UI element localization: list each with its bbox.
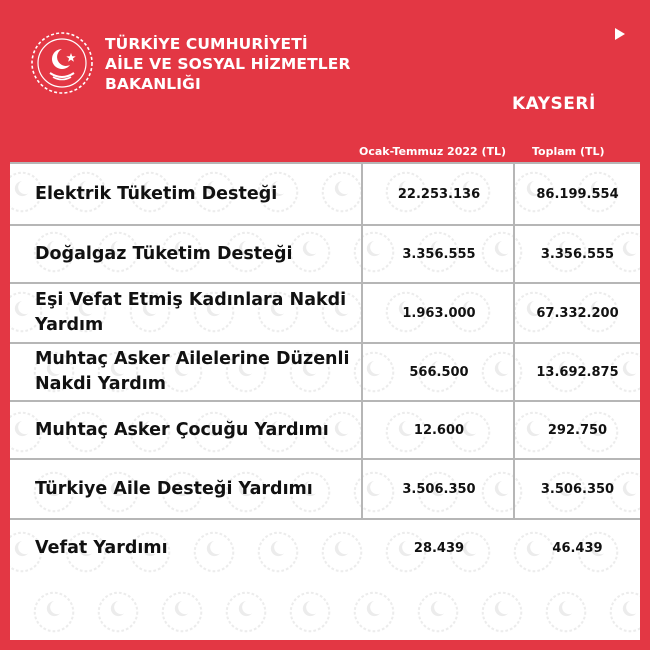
row-period-value: 566.500 [409,364,469,380]
column-header-period: Ocak-Temmuz 2022 (TL) [359,145,507,158]
watermark-emblem-icon [480,590,524,634]
watermark-emblem-icon [288,590,332,634]
row-total-value: 86.199.554 [536,186,619,202]
row-total-value: 67.332.200 [536,305,619,321]
table-row [10,226,640,282]
table-row [10,164,640,224]
row-period-value: 22.253.136 [397,186,481,202]
watermark-emblem-icon [96,590,140,634]
ministry-line-2: AİLE VE SOSYAL HİZMETLER [105,55,351,73]
row-label: Eşi Vefat Etmiş Kadınlara Nakdi Yardım [35,290,347,335]
watermark-emblem-icon [608,590,640,634]
ministry-line-3: BAKANLIĞI [105,75,201,93]
row-total-value: 3.356.555 [540,246,615,262]
ministry-emblem-icon [30,31,94,95]
column-header-total: Toplam (TL) [532,145,605,158]
row-label: Muhtaç Asker Çocuğu Yardımı [35,419,329,440]
table-row [10,344,640,400]
ministry-line-1: TÜRKİYE CUMHURİYETİ [105,35,308,53]
watermark-emblem-icon [416,590,460,634]
table-row [10,402,640,458]
row-period-value: 28.439 [413,540,465,556]
row-period-value: 1.963.000 [402,305,476,321]
ministry-name [105,34,350,94]
city-title: KAYSERİ [512,94,596,114]
table-row [10,284,640,342]
row-label: Elektrik Tüketim Desteği [35,183,278,204]
watermark-emblem-icon [352,590,396,634]
table-row [10,460,640,518]
row-label: Doğalgaz Tüketim Desteği [35,243,293,264]
row-period-value: 3.506.350 [402,481,476,497]
row-label: Vefat Yardımı [35,537,168,558]
row-total-value: 292.750 [547,422,608,438]
row-period-value: 12.600 [413,422,465,438]
table-row [10,520,640,576]
watermark-emblem-icon [224,590,268,634]
row-period-value: 3.356.555 [402,246,476,262]
row-total-value: 13.692.875 [536,364,619,380]
row-total-value: 46.439 [552,540,603,556]
row-label: Muhtaç Asker Ailelerine Düzenli Nakdi Yardım [35,349,350,394]
watermark-emblem-icon [544,590,588,634]
watermark-emblem-icon [32,590,76,634]
play-icon[interactable] [614,27,626,41]
row-total-value: 3.506.350 [540,481,615,497]
data-table [10,162,640,640]
row-label: Türkiye Aile Desteği Yardımı [35,478,313,499]
watermark-emblem-icon [160,590,204,634]
